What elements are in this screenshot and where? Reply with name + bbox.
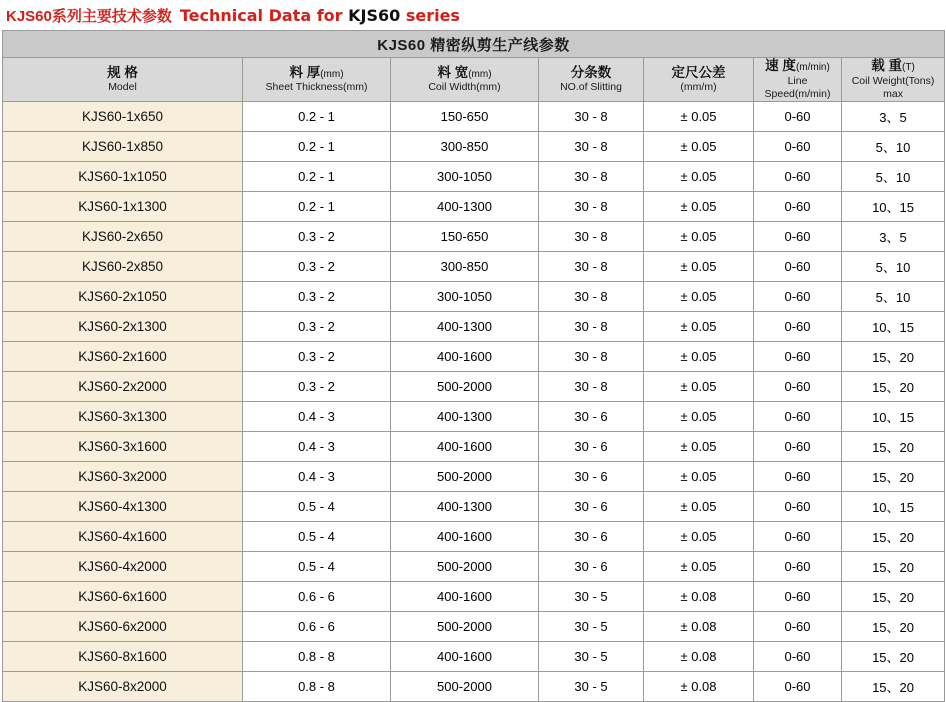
- cell-thickness: 0.3 - 2: [243, 372, 391, 402]
- column-header-thickness-cn-text: 料 厚: [289, 64, 321, 80]
- specification-table: [2, 30, 945, 702]
- cell-width: 300-1050: [391, 282, 539, 312]
- cell-thickness: 0.2 - 1: [243, 102, 391, 132]
- cell-model: KJS60-2x2000: [3, 372, 243, 402]
- table-band-title: KJS60 精密纵剪生产线参数: [3, 31, 945, 58]
- cell-load: 10、15: [842, 312, 945, 342]
- cell-load: 5、10: [842, 252, 945, 282]
- cell-thickness: 0.5 - 4: [243, 492, 391, 522]
- cell-slitting: 30 - 6: [539, 522, 644, 552]
- table-row: [3, 432, 945, 462]
- cell-width: 150-650: [391, 102, 539, 132]
- table-row: [3, 102, 945, 132]
- cell-tolerance: ± 0.05: [644, 342, 754, 372]
- cell-tolerance: ± 0.08: [644, 642, 754, 672]
- cell-load: 10、15: [842, 402, 945, 432]
- cell-thickness: 0.2 - 1: [243, 162, 391, 192]
- column-header-width-en: Coil Width(mm): [428, 81, 501, 94]
- column-header-model-en: Model: [108, 81, 137, 94]
- cell-thickness: 0.8 - 8: [243, 672, 391, 702]
- table-row: [3, 162, 945, 192]
- cell-tolerance: ± 0.05: [644, 162, 754, 192]
- cell-tolerance: ± 0.05: [644, 312, 754, 342]
- cell-slitting: 30 - 6: [539, 432, 644, 462]
- table-body: [3, 102, 945, 702]
- cell-load: 5、10: [842, 282, 945, 312]
- cell-speed: 0-60: [754, 552, 842, 582]
- cell-load: 15、20: [842, 522, 945, 552]
- cell-tolerance: ± 0.08: [644, 612, 754, 642]
- cell-tolerance: ± 0.05: [644, 462, 754, 492]
- cell-width: 400-1600: [391, 642, 539, 672]
- cell-load: 3、5: [842, 102, 945, 132]
- column-header-speed-unit: (m/min): [795, 62, 830, 73]
- cell-model: KJS60-1x1050: [3, 162, 243, 192]
- page-title-cn: KJS60系列主要技术参数: [6, 7, 172, 25]
- cell-speed: 0-60: [754, 432, 842, 462]
- column-header-load-en: Coil Weight(Tons) max: [851, 74, 935, 100]
- cell-speed: 0-60: [754, 612, 842, 642]
- cell-tolerance: ± 0.05: [644, 132, 754, 162]
- cell-thickness: 0.6 - 6: [243, 612, 391, 642]
- cell-load: 15、20: [842, 612, 945, 642]
- cell-model: KJS60-1x1300: [3, 192, 243, 222]
- table-row: [3, 132, 945, 162]
- cell-speed: 0-60: [754, 282, 842, 312]
- cell-load: 15、20: [842, 552, 945, 582]
- cell-load: 3、5: [842, 222, 945, 252]
- page-title-en: [180, 6, 460, 25]
- cell-thickness: 0.2 - 1: [243, 132, 391, 162]
- cell-model: KJS60-8x2000: [3, 672, 243, 702]
- column-header-width-cn-text: 料 宽: [437, 64, 469, 80]
- cell-load: 15、20: [842, 462, 945, 492]
- cell-speed: 0-60: [754, 102, 842, 132]
- cell-speed: 0-60: [754, 192, 842, 222]
- cell-thickness: 0.2 - 1: [243, 192, 391, 222]
- table-row: [3, 612, 945, 642]
- cell-tolerance: ± 0.05: [644, 222, 754, 252]
- table-row: [3, 222, 945, 252]
- cell-model: KJS60-4x1600: [3, 522, 243, 552]
- column-header-width: [391, 58, 539, 102]
- cell-thickness: 0.4 - 3: [243, 432, 391, 462]
- cell-model: KJS60-2x1050: [3, 282, 243, 312]
- cell-speed: 0-60: [754, 522, 842, 552]
- cell-tolerance: ± 0.05: [644, 372, 754, 402]
- cell-slitting: 30 - 5: [539, 642, 644, 672]
- cell-slitting: 30 - 8: [539, 342, 644, 372]
- cell-width: 400-1600: [391, 342, 539, 372]
- table-header: [3, 31, 945, 102]
- cell-slitting: 30 - 6: [539, 492, 644, 522]
- cell-load: 15、20: [842, 432, 945, 462]
- column-header-slitting-en: NO.of Slitting: [560, 81, 622, 94]
- cell-speed: 0-60: [754, 162, 842, 192]
- cell-width: 300-1050: [391, 162, 539, 192]
- cell-model: KJS60-4x1300: [3, 492, 243, 522]
- cell-tolerance: ± 0.05: [644, 252, 754, 282]
- cell-slitting: 30 - 8: [539, 162, 644, 192]
- table-row: [3, 282, 945, 312]
- cell-width: 500-2000: [391, 612, 539, 642]
- cell-width: 500-2000: [391, 372, 539, 402]
- cell-width: 400-1600: [391, 432, 539, 462]
- cell-model: KJS60-1x650: [3, 102, 243, 132]
- cell-load: 15、20: [842, 342, 945, 372]
- cell-width: 400-1300: [391, 402, 539, 432]
- cell-tolerance: ± 0.05: [644, 402, 754, 432]
- cell-tolerance: ± 0.08: [644, 582, 754, 612]
- column-header-thickness-en: Sheet Thickness(mm): [265, 81, 368, 94]
- cell-speed: 0-60: [754, 312, 842, 342]
- cell-load: 10、15: [842, 492, 945, 522]
- cell-slitting: 30 - 5: [539, 672, 644, 702]
- cell-model: KJS60-2x650: [3, 222, 243, 252]
- column-header-load: [842, 58, 945, 102]
- cell-speed: 0-60: [754, 342, 842, 372]
- cell-tolerance: ± 0.05: [644, 192, 754, 222]
- cell-model: KJS60-3x2000: [3, 462, 243, 492]
- cell-load: 5、10: [842, 132, 945, 162]
- column-header-load-cn-text: 载 重: [871, 58, 903, 73]
- cell-slitting: 30 - 6: [539, 552, 644, 582]
- cell-width: 400-1300: [391, 492, 539, 522]
- cell-width: 400-1600: [391, 582, 539, 612]
- cell-thickness: 0.3 - 2: [243, 222, 391, 252]
- column-header-slitting-cn: 分条数: [570, 64, 612, 80]
- table-row: [3, 252, 945, 282]
- cell-model: KJS60-6x2000: [3, 612, 243, 642]
- page-title: [0, 0, 946, 30]
- cell-tolerance: ± 0.05: [644, 282, 754, 312]
- cell-model: KJS60-8x1600: [3, 642, 243, 672]
- column-header-tolerance-en: (mm/m): [680, 81, 717, 94]
- column-header-width-unit: (mm): [468, 68, 492, 80]
- page-title-en-model: KJS60: [348, 5, 401, 25]
- table-band-row: [3, 31, 945, 58]
- cell-slitting: 30 - 8: [539, 282, 644, 312]
- cell-speed: 0-60: [754, 462, 842, 492]
- column-header-width-cn: [391, 65, 538, 82]
- table-row: [3, 492, 945, 522]
- cell-width: 300-850: [391, 132, 539, 162]
- cell-thickness: 0.3 - 2: [243, 342, 391, 372]
- column-header-slitting: [539, 58, 644, 102]
- cell-tolerance: ± 0.05: [644, 432, 754, 462]
- cell-tolerance: ± 0.05: [644, 102, 754, 132]
- page-title-en-suffix: series: [400, 5, 460, 25]
- page-title-en-prefix: Technical Data for: [179, 5, 349, 25]
- column-header-tolerance: [644, 58, 754, 102]
- table-row: [3, 402, 945, 432]
- cell-tolerance: ± 0.05: [644, 522, 754, 552]
- cell-slitting: 30 - 8: [539, 252, 644, 282]
- column-header-thickness-unit: (mm): [320, 68, 344, 80]
- cell-speed: 0-60: [754, 372, 842, 402]
- table-row: [3, 672, 945, 702]
- cell-width: 150-650: [391, 222, 539, 252]
- column-header-tolerance-cn: 定尺公差: [671, 64, 726, 80]
- cell-model: KJS60-6x1600: [3, 582, 243, 612]
- column-header-load-unit: (T): [902, 62, 915, 73]
- cell-tolerance: ± 0.05: [644, 552, 754, 582]
- cell-model: KJS60-1x850: [3, 132, 243, 162]
- column-header-speed-cn-text: 速 度: [765, 58, 796, 73]
- cell-model: KJS60-2x850: [3, 252, 243, 282]
- table-row: [3, 372, 945, 402]
- column-header-speed: [754, 58, 842, 102]
- cell-speed: 0-60: [754, 402, 842, 432]
- cell-load: 10、15: [842, 192, 945, 222]
- cell-thickness: 0.4 - 3: [243, 462, 391, 492]
- cell-width: 400-1600: [391, 522, 539, 552]
- cell-slitting: 30 - 6: [539, 462, 644, 492]
- cell-slitting: 30 - 8: [539, 102, 644, 132]
- table-row: [3, 192, 945, 222]
- cell-slitting: 30 - 8: [539, 222, 644, 252]
- cell-load: 15、20: [842, 372, 945, 402]
- cell-model: KJS60-4x2000: [3, 552, 243, 582]
- column-header-load-cn: [842, 58, 944, 75]
- table-row: [3, 462, 945, 492]
- table-column-headers: [3, 58, 945, 102]
- cell-model: KJS60-3x1300: [3, 402, 243, 432]
- cell-load: 15、20: [842, 582, 945, 612]
- table-row: [3, 642, 945, 672]
- table-row: [3, 522, 945, 552]
- cell-speed: 0-60: [754, 132, 842, 162]
- column-header-speed-en: Line Speed(m/min): [764, 74, 831, 100]
- cell-speed: 0-60: [754, 642, 842, 672]
- cell-speed: 0-60: [754, 222, 842, 252]
- cell-width: 500-2000: [391, 462, 539, 492]
- cell-width: 500-2000: [391, 552, 539, 582]
- cell-thickness: 0.5 - 4: [243, 552, 391, 582]
- cell-model: KJS60-3x1600: [3, 432, 243, 462]
- table-row: [3, 342, 945, 372]
- cell-tolerance: ± 0.08: [644, 672, 754, 702]
- cell-speed: 0-60: [754, 252, 842, 282]
- column-header-thickness-cn: [243, 65, 390, 82]
- cell-thickness: 0.3 - 2: [243, 252, 391, 282]
- cell-slitting: 30 - 5: [539, 582, 644, 612]
- cell-load: 15、20: [842, 642, 945, 672]
- cell-width: 400-1300: [391, 312, 539, 342]
- column-header-speed-cn: [754, 58, 841, 75]
- column-header-thickness: [243, 58, 391, 102]
- cell-speed: 0-60: [754, 582, 842, 612]
- cell-slitting: 30 - 6: [539, 402, 644, 432]
- cell-thickness: 0.6 - 6: [243, 582, 391, 612]
- cell-speed: 0-60: [754, 672, 842, 702]
- cell-slitting: 30 - 8: [539, 372, 644, 402]
- cell-model: KJS60-2x1600: [3, 342, 243, 372]
- cell-slitting: 30 - 8: [539, 312, 644, 342]
- cell-width: 500-2000: [391, 672, 539, 702]
- table-row: [3, 552, 945, 582]
- cell-width: 300-850: [391, 252, 539, 282]
- cell-tolerance: ± 0.05: [644, 492, 754, 522]
- cell-thickness: 0.8 - 8: [243, 642, 391, 672]
- cell-model: KJS60-2x1300: [3, 312, 243, 342]
- table-row: [3, 312, 945, 342]
- cell-slitting: 30 - 8: [539, 192, 644, 222]
- cell-speed: 0-60: [754, 492, 842, 522]
- cell-thickness: 0.5 - 4: [243, 522, 391, 552]
- cell-thickness: 0.3 - 2: [243, 312, 391, 342]
- cell-load: 5、10: [842, 162, 945, 192]
- cell-width: 400-1300: [391, 192, 539, 222]
- table-row: [3, 582, 945, 612]
- column-header-model: [3, 58, 243, 102]
- column-header-model-cn: 规 格: [107, 64, 138, 80]
- cell-thickness: 0.3 - 2: [243, 282, 391, 312]
- cell-load: 15、20: [842, 672, 945, 702]
- cell-slitting: 30 - 8: [539, 132, 644, 162]
- cell-slitting: 30 - 5: [539, 612, 644, 642]
- cell-thickness: 0.4 - 3: [243, 402, 391, 432]
